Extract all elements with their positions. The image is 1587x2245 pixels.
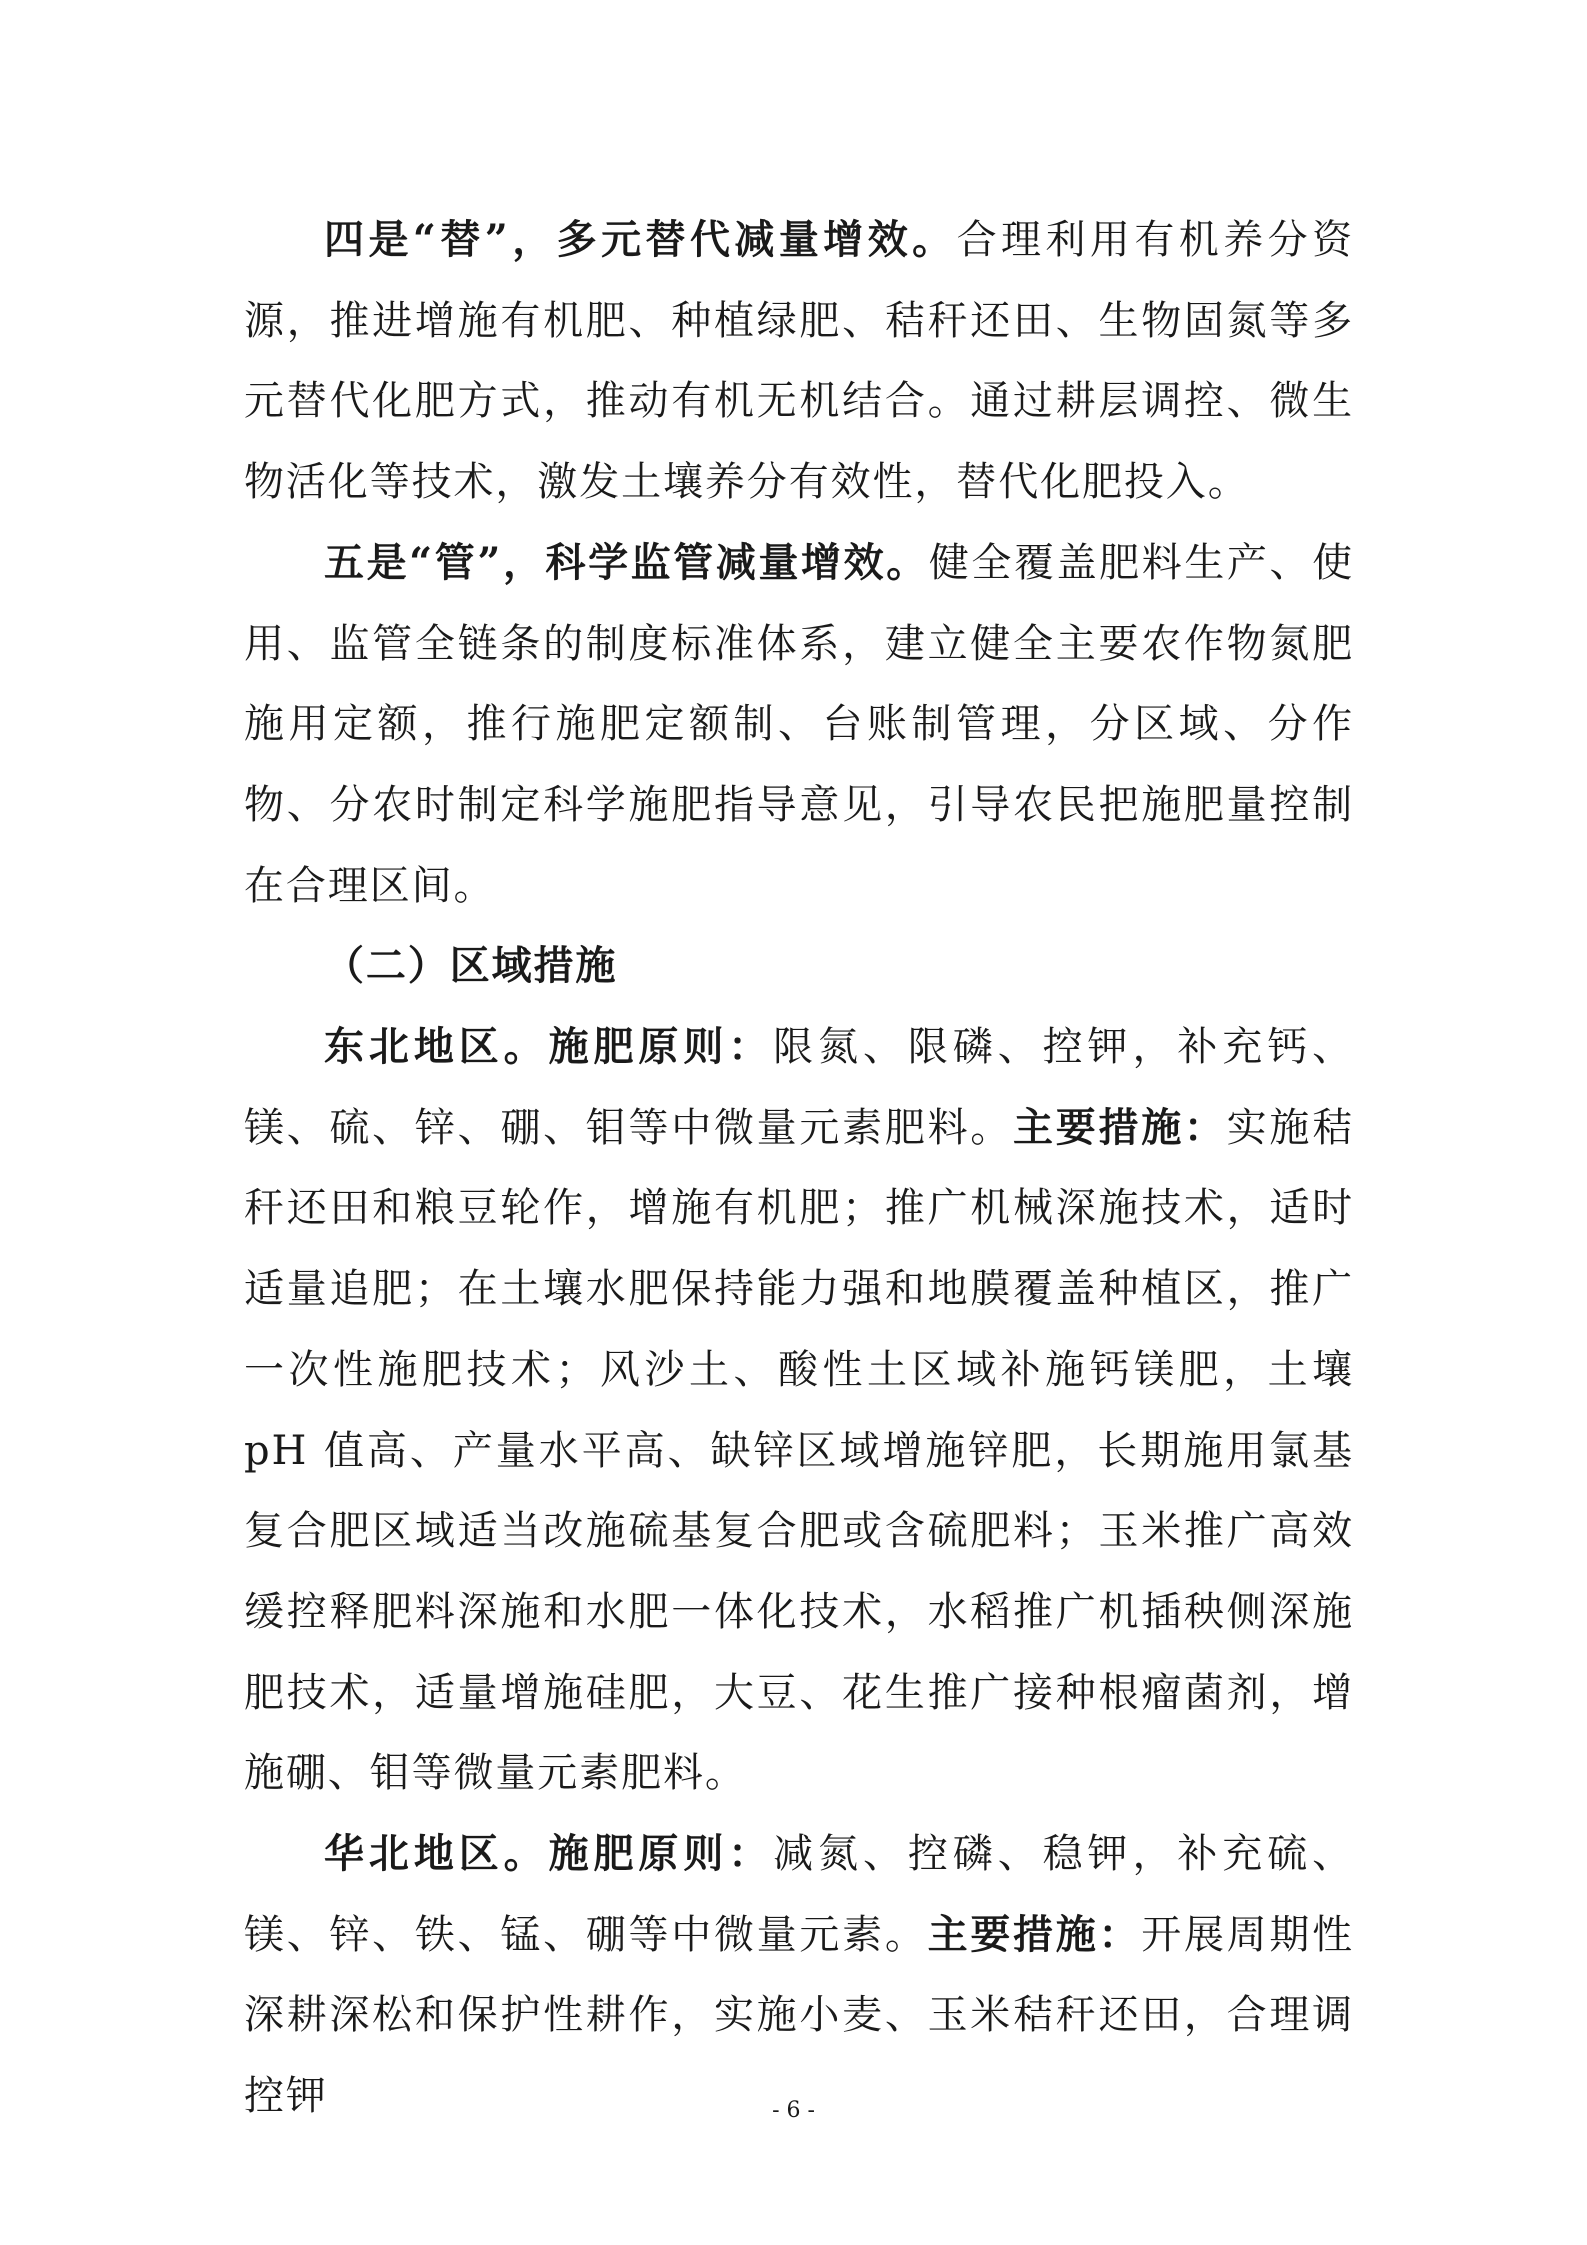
principle-text: 减氮、控磷、稳钾，补充硫、镁、锌、铁、锰、硼等中微量元素。 (244, 1831, 1355, 1958)
principle-label: 施肥原则： (548, 1023, 774, 1071)
measures-text: 开展周期性深耕深松和保护性耕作，实施小麦、玉米秸秆还田，合理调控钾 (244, 1911, 1355, 2120)
region-northeast (244, 1007, 1354, 1814)
measures-label: 主要措施： (1013, 1103, 1227, 1151)
page-number: - 6 - (772, 2098, 815, 2123)
region-name: 华北地区。 (324, 1830, 549, 1878)
region-name: 东北地区。 (324, 1023, 549, 1071)
paragraph-text: 健全覆盖肥料生产、使用、监管全链条的制度标准体系，建立健全主要农作物氮肥施用定额，推行施肥定额制、台账制管理，分区域、分作物、分农时制定科学施肥指导意见，引导农民把施肥量控制在合理区间。 (244, 539, 1355, 909)
measures-text: 实施秸秆还田和粮豆轮作，增施有机肥；推广机械深施技术，适时适量追肥；在土壤水肥保持能力强和地膜覆盖种植区，推广一次性施肥技术；风沙土、酸性土区域补施钙镁肥，土壤 pH 值高、产量水平高、缺锌区域增施锌肥，长期施用氯基复合肥区域适当改施硫基复合肥或含硫肥料；玉米推广高效缓控释肥料深施和水肥一体化技术，水稻推广机插秧侧深施肥技术，适量增施硅肥，大豆、花生推广接种根瘤菌剂，增施硼、钼等微量元素肥料。 (244, 1104, 1355, 1797)
principle-label: 施肥原则： (548, 1830, 774, 1878)
paragraph-management (244, 523, 1354, 927)
paragraph-lead: 四是“替”，多元替代减量增效。 (324, 216, 957, 263)
section-heading: （二）区域措施 (324, 942, 618, 990)
measures-label: 主要措施： (927, 1910, 1142, 1958)
paragraph-text: 合理利用有机养分资源，推进增施有机肥、种植绿肥、秸秆还田、生物固氮等多元替代化肥方式，推动有机无机结合。通过耕层调控、微生物活化等技术，激发土壤养分有效性，替代化肥投入。 (244, 217, 1354, 506)
paragraph-lead: 五是“管”，科学监管减量增效。 (324, 538, 929, 586)
region-north-china (244, 1814, 1354, 2137)
document-body (244, 200, 1354, 2137)
principle-text: 限氮、限磷、控钾，补充钙、镁、硫、锌、硼、钼等中微量元素肥料。 (244, 1024, 1355, 1151)
paragraph-substitution (244, 200, 1354, 523)
